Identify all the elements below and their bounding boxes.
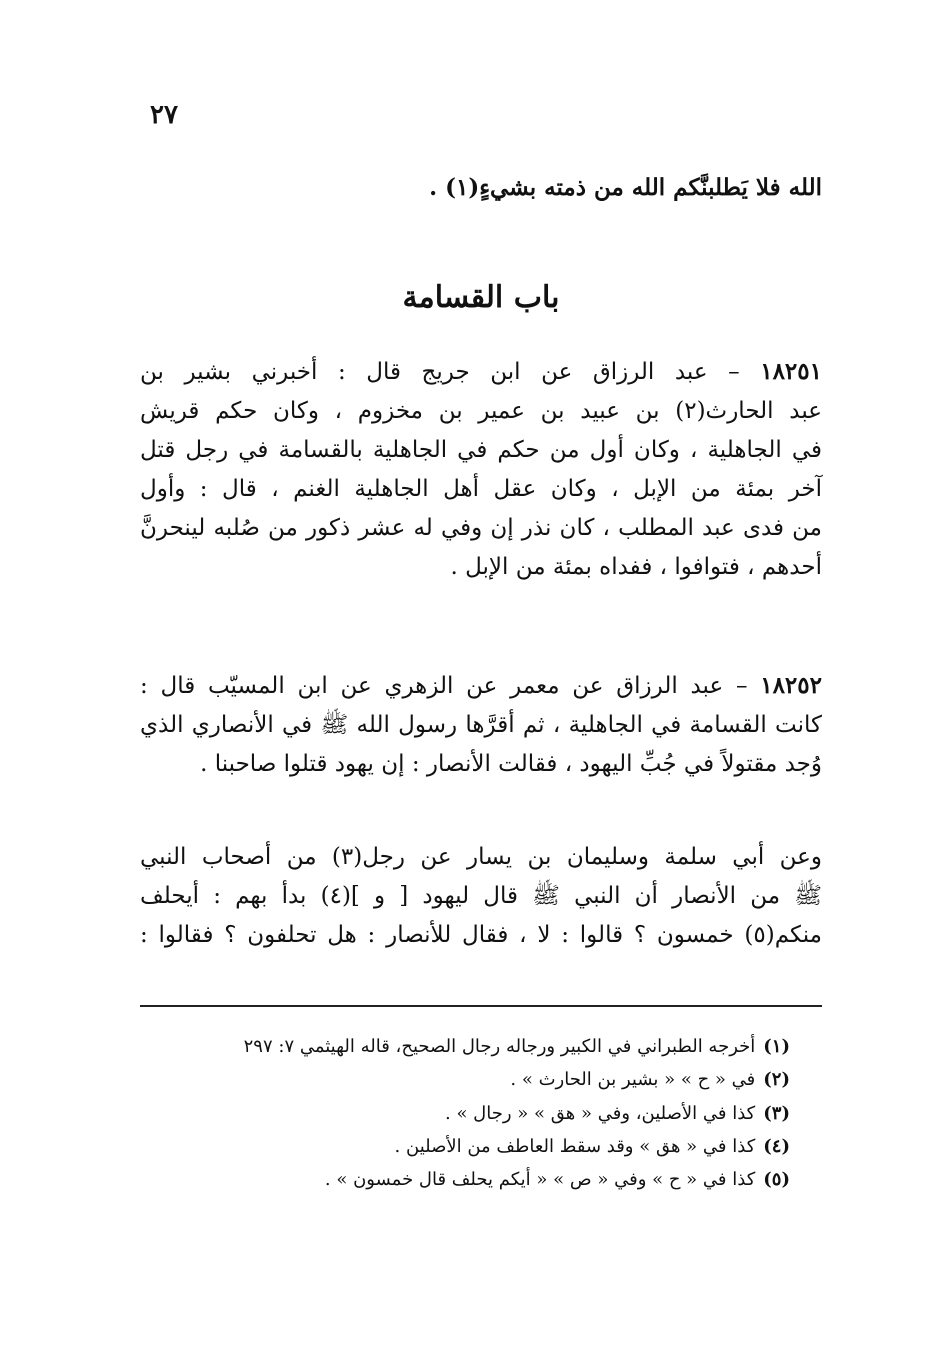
hadith-2-line: ١٨٢٥٢ – عبد الرزاق عن معمر عن الزهري عن ابن المسيّب قال : bbox=[140, 672, 822, 699]
footnotes bbox=[140, 1030, 790, 1196]
paragraph-3-line: منكم(٥) خمسون ؟ قالوا : لا ، فقال للأنصار : هل تحلفون ؟ فقالوا : bbox=[140, 922, 822, 949]
hadith-2-number: ١٨٢٥٢ bbox=[760, 672, 822, 699]
hadith-2-line: كانت القسامة في الجاهلية ، ثم أقرَّها رسول الله ﷺ في الأنصاري الذي bbox=[140, 712, 822, 739]
page-number: ٢٧ bbox=[150, 100, 178, 130]
hadith-1-line: آخر بمئة من الإبل ، وكان عقل أهل الجاهلية الغنم ، قال : وأول bbox=[140, 476, 822, 503]
footnote-2: (٢)في « ح » « بشير بن الحارث » . bbox=[510, 1069, 790, 1091]
hadith-2-line: وُجد مقتولاً في جُبِّ اليهود ، فقالت الأنصار : إن يهود قتلوا صاحبنا . bbox=[200, 751, 822, 778]
opening-line: الله فلا يَطلبنَّكم الله من ذمته بشيءٍ(١) . bbox=[429, 174, 822, 201]
footnote-divider bbox=[140, 1005, 822, 1007]
hadith-1-number: ١٨٢٥١ bbox=[760, 358, 822, 385]
hadith-1-line: من فدى عبد المطلب ، كان نذر إن وفي له عشر ذكور من صُلبه لينحرنَّ bbox=[140, 515, 822, 542]
paragraph-3 bbox=[140, 838, 822, 955]
footnote-5: (٥)كذا في « ح » وفي « ص » « أيكم يحلف قال خمسون » . bbox=[324, 1169, 790, 1191]
opening-line-block bbox=[140, 168, 822, 207]
hadith-1-line: أحدهم ، فتوافوا ، ففداه بمئة من الإبل . bbox=[450, 554, 822, 581]
paragraph-3-line: وعن أبي سلمة وسليمان بن يسار عن رجل(٣) من أصحاب النبي bbox=[140, 844, 822, 870]
paragraph-3-line: ﷺ من الأنصار أن النبي ﷺ قال ليهود [ و ](٤) بدأ بهم : أيحلف bbox=[140, 883, 822, 910]
hadith-1-line: في الجاهلية ، وكان أول من حكم في الجاهلية بالقسامة في رجل قتل bbox=[140, 437, 822, 464]
footnote-4: (٤)كذا في « هق » وقد سقط العاطف من الأصلين . bbox=[394, 1135, 790, 1157]
hadith-2 bbox=[140, 666, 822, 784]
hadith-1 bbox=[140, 352, 822, 588]
hadith-1-line: ١٨٢٥١ – عبد الرزاق عن ابن جريج قال : أخبرني بشير بن bbox=[140, 358, 822, 385]
footnote-1: (١)أخرجه الطبراني في الكبير ورجاله رجال الصحيح، قاله الهيثمي ٧: ٢٩٧ bbox=[243, 1036, 790, 1057]
chapter-title: باب القسامة bbox=[402, 280, 560, 315]
footnote-3: (٣)كذا في الأصلين، وفي « هق » « رجال » . bbox=[445, 1102, 790, 1124]
hadith-1-line: عبد الحارث(٢) بن عبيد بن عمير بن مخزوم ، وكان حكم قريش bbox=[140, 398, 822, 425]
